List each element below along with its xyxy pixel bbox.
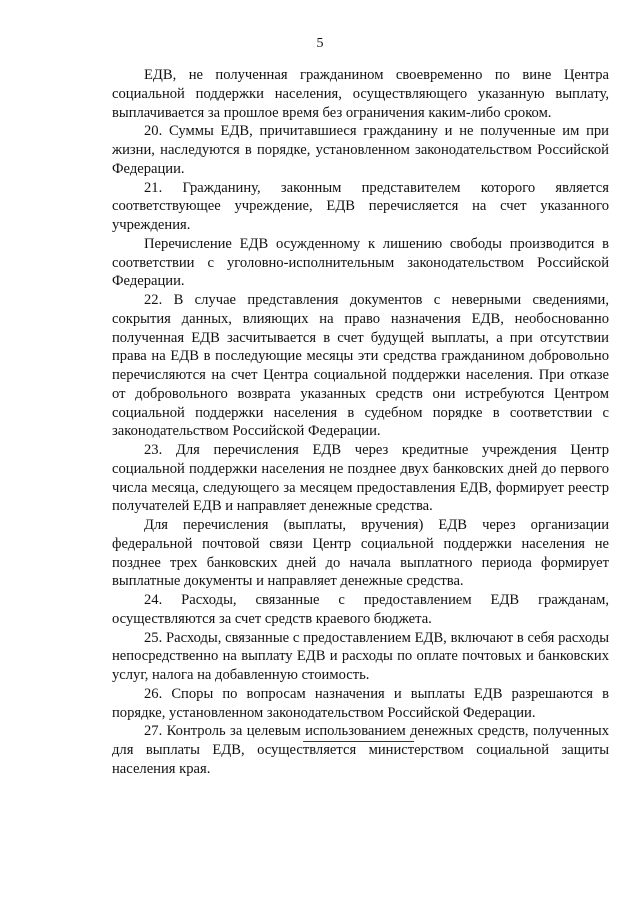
document-body (112, 66, 609, 779)
paragraph-edv-late-payment: ЕДВ, не полученная гражданином своевременно по вине Центра социальной поддержки населения, осуществляющего указанную выплату, выплачивается за прошлое время без ограничения каким-либо сроком. (112, 67, 609, 121)
paragraph-20: 20. Суммы ЕДВ, причитавшиеся гражданину и не полученные им при жизни, наследуются в порядке, установленном законодательством Российской Федерации. (112, 123, 609, 177)
page-number: 5 (316, 36, 324, 51)
paragraph-24: 24. Расходы, связанные с предоставлением ЕДВ гражданам, осуществляются за счет средств краевого бюджета. (112, 592, 609, 627)
paragraph-26: 26. Споры по вопросам назначения и выплаты ЕДВ разрешаются в порядке, установленном законодательством Российской Федерации. (112, 685, 609, 721)
paragraph-22: 22. В случае представления документов с неверными сведениями, сокрытия данных, влияющих на право назначения ЕДВ, необоснованно полученная ЕДВ засчитывается в счет будущей выплаты, а при отсутствии права на ЕДВ в последующие месяцы эти средства гражданином добровольно перечисляются на счет Центра социальной поддержки населения. При отказе от добровольного возврата указанных средств они истребуются Центром социальной поддержки населения в судебном порядке в соответствии с законодательством Российской Федерации. (112, 292, 609, 440)
paragraph-23: 23. Для перечисления ЕДВ через кредитные учреждения Центр социальной поддержки населения не позднее двух банковских дней до первого числа месяца, следующего за месяцем предоставления ЕДВ, формирует реестр получателей ЕДВ и направляет денежные средства. (112, 442, 609, 515)
paragraph-21: 21. Гражданину, законным представителем которого является соответствующее учреждение, ЕДВ перечисляется на счет указанного учреждения. (112, 179, 609, 233)
paragraph-25: 25. Расходы, связанные с предоставлением ЕДВ, включают в себя расходы непосредственно на выплату ЕДВ и расходы по оплате почтовых и банковских услуг, налога на добавленную стоимость. (112, 629, 609, 683)
paragraph-21-prisoners: Перечисление ЕДВ осужденному к лишению свободы производится в соответствии с уголовно-исполнительным законодательством Российской Федерации. (112, 235, 609, 290)
paragraph-27: 27. Контроль за целевым использованием денежных средств, полученных для выплаты ЕДВ, осуществляется министерством социальной защиты населения края. (112, 723, 609, 777)
end-separator-line (303, 741, 414, 742)
paragraph-23-postal: Для перечисления (выплаты, вручения) ЕДВ через организации федеральной почтовой связи Центр социальной поддержки населения не позднее трех банковских дней до начала выплатного периода формирует выплатные документы и направляет денежные средства. (112, 517, 609, 590)
